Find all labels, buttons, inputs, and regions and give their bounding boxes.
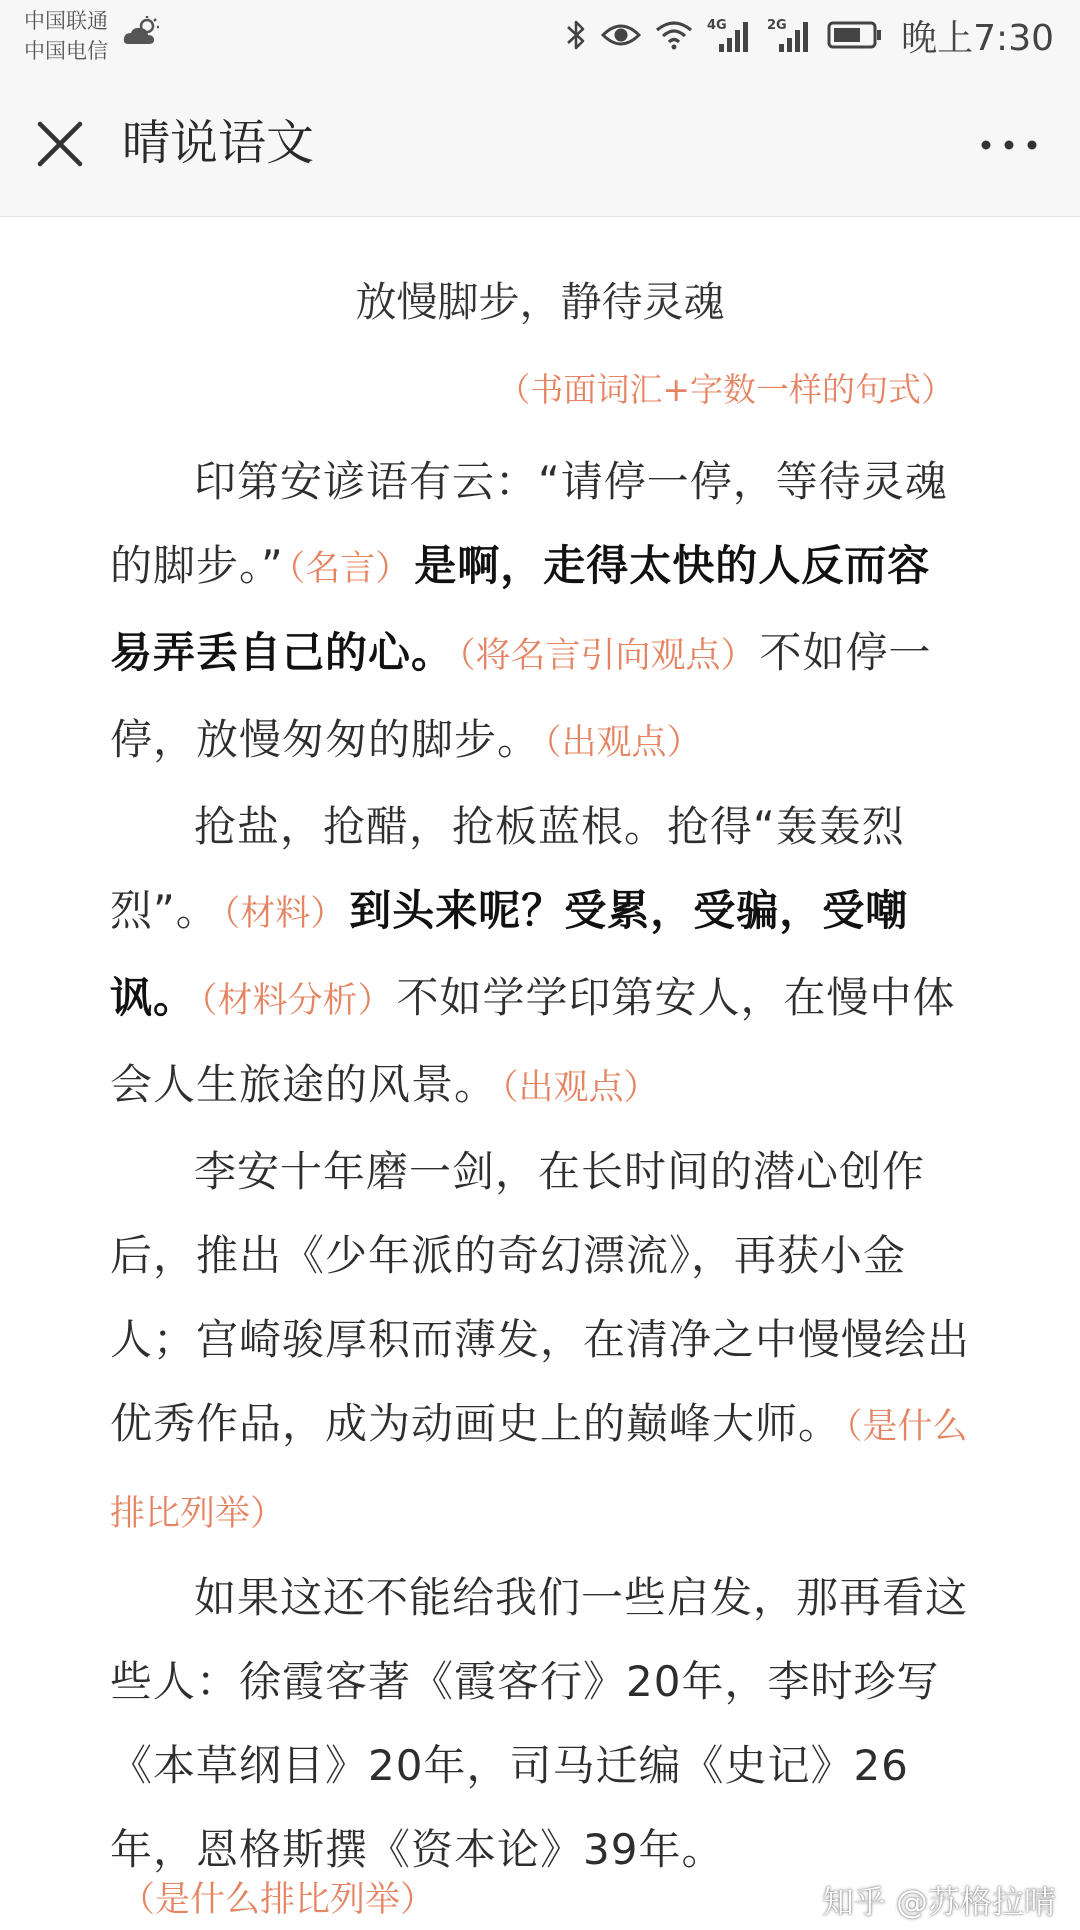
annotation: （是什么排比列举） bbox=[110, 1407, 968, 1534]
paragraph-text: 不如学学印第安人，在慢中体会人生旅途的风景。 bbox=[110, 973, 956, 1109]
weather-cloud-icon bbox=[122, 16, 162, 48]
annotation: （出观点） bbox=[501, 1068, 659, 1108]
bold-text: 到头来呢？受累，受骗，受嘲讽。 bbox=[110, 886, 909, 1022]
bold-text: 是啊，走得太快的人反而容易弄丢自己的心。 bbox=[110, 541, 931, 677]
battery-icon bbox=[827, 20, 883, 50]
carrier-1: 中国联通 bbox=[24, 9, 108, 33]
annotation: （将名言引向观点） bbox=[458, 636, 756, 676]
paragraph-text: 抢盐，抢醋，抢板蓝根。抢得“轰轰烈烈”。 bbox=[110, 802, 905, 935]
paragraph-4 bbox=[110, 1556, 970, 1892]
annotation: （材料分析） bbox=[200, 981, 393, 1021]
eye-icon bbox=[601, 20, 641, 50]
status-bar bbox=[0, 0, 1080, 72]
title-bar bbox=[0, 72, 1080, 217]
page-title: 晴说语文 bbox=[122, 115, 315, 171]
article-body bbox=[110, 440, 970, 1892]
annotation: （名言） bbox=[287, 549, 411, 589]
svg-text:4G: 4G bbox=[707, 18, 727, 33]
paragraph-text: 不如停一停，放慢匆匆的脚步。 bbox=[110, 628, 932, 764]
carrier-info bbox=[24, 6, 108, 66]
paragraph-3 bbox=[110, 1130, 970, 1556]
title-annotation: （书面词汇+字数一样的句式） bbox=[497, 370, 954, 409]
paragraph-text: 印第安谚语有云：“请停一停，等待灵魂的脚步。” bbox=[110, 457, 948, 590]
paragraph-text: 李安十年磨一剑，在长时间的潜心创作后，推出《少年派的奇幻漂流》，再获小金人；宫崎骏厚积而薄发，在清净之中慢慢绘出优秀作品，成为动画史上的巅峰大师。 bbox=[110, 1147, 971, 1448]
annotation: （是什么排比列举） bbox=[120, 1880, 436, 1920]
bluetooth-icon bbox=[565, 17, 587, 53]
paragraph-text: 如果这还不能给我们一些启发，那再看这些人：徐霞客著《霞客行》20年，李时珍写《本草纲目》20年，司马迁编《史记》26年，恩格斯撰《资本论》39年。 bbox=[110, 1573, 969, 1874]
svg-text:2G: 2G bbox=[767, 18, 787, 33]
carrier-2: 中国电信 bbox=[24, 39, 108, 63]
wifi-icon bbox=[655, 20, 693, 50]
paragraph-2 bbox=[110, 785, 970, 1130]
paragraph-1 bbox=[110, 440, 970, 785]
status-icons bbox=[565, 10, 1054, 60]
close-icon[interactable] bbox=[30, 114, 90, 174]
watermark: 知乎 @苏格拉晴 bbox=[821, 1883, 1056, 1921]
signal-icon bbox=[767, 16, 813, 54]
signal-icon bbox=[707, 16, 753, 54]
annotation: （材料） bbox=[222, 894, 346, 934]
more-icon[interactable] bbox=[974, 120, 1044, 170]
article-title: 放慢脚步，静待灵魂 bbox=[355, 278, 725, 326]
clock: 晚上7:30 bbox=[901, 17, 1054, 59]
annotation: （出观点） bbox=[544, 723, 702, 763]
